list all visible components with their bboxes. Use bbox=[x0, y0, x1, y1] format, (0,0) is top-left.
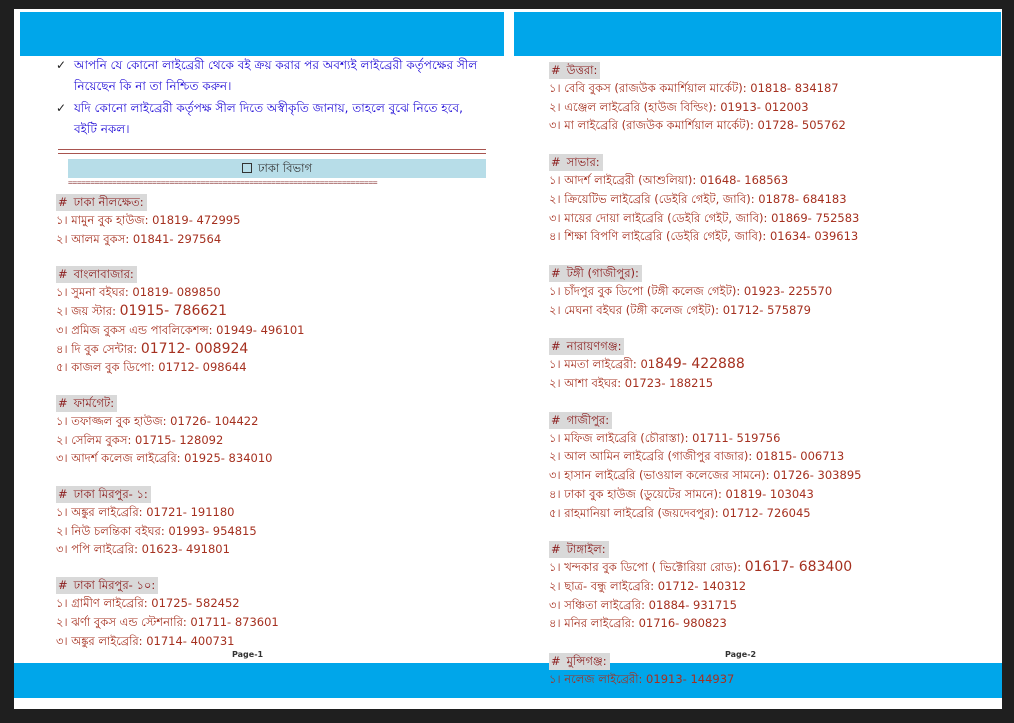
shop-entry bbox=[56, 302, 486, 321]
area-heading bbox=[549, 62, 600, 79]
shop-group bbox=[549, 538, 989, 633]
area-heading bbox=[549, 653, 610, 670]
shop-entry: ৪। শিক্ষা বিপণি লাইব্রেরি (ডেইরি গেইট, জাবি): 01634- 039613 bbox=[549, 229, 859, 244]
shop-entry: ২। আশা বইঘর: 01723- 188215 bbox=[549, 376, 714, 391]
area-title: ফার্মগেট: bbox=[73, 395, 115, 410]
shop-group bbox=[549, 409, 989, 523]
shop-entry: ১। মফিজ লাইব্রেরি (চৌরাস্তা): 01711- 519756 bbox=[549, 430, 781, 445]
shop-group bbox=[549, 335, 989, 392]
header-band-right bbox=[514, 12, 1001, 56]
shop-group bbox=[56, 191, 486, 248]
page-1-column bbox=[56, 55, 486, 650]
shop-entry: ১। তফাজ্জল বুক হাউজ: 01726- 104422 bbox=[56, 413, 259, 428]
shop-entry: ৫। কাজল বুক ডিপো: 01712- 098644 bbox=[56, 360, 247, 375]
area-title: সাভার: bbox=[566, 155, 600, 170]
area-title: বাংলাবাজার: bbox=[73, 267, 134, 282]
shop-entry: ২। সেলিম বুকস: 01715- 128092 bbox=[56, 432, 224, 447]
hash-icon: # bbox=[58, 395, 68, 410]
shop-entry: ১। মামুন বুক হাউজ: 01819- 472995 bbox=[56, 213, 241, 227]
hash-icon: # bbox=[551, 155, 561, 170]
shop-entry: ২। ঝর্ণা বুকস এন্ড স্টেশনারি: 01711- 873601 bbox=[56, 614, 279, 629]
shop-phone-large: 849- 422888 bbox=[655, 356, 745, 373]
shop-name: ২। জয় স্টার: bbox=[56, 304, 120, 319]
area-title: টাঙ্গাইল: bbox=[566, 542, 606, 557]
shop-group bbox=[549, 650, 989, 689]
shop-entry: ৩। সঞ্চিতা লাইব্রেরি: 01884- 931715 bbox=[549, 597, 737, 612]
shop-entry: ৩। হাসান লাইব্রেরি (ভাওয়াল কলেজের সামনে): 01726- 303895 bbox=[549, 468, 862, 483]
page-gutter bbox=[504, 9, 514, 57]
area-title: নারায়ণগঞ্জ: bbox=[566, 339, 622, 354]
shop-entry: ২। নিউ চলন্তিকা বইঘর: 01993- 954815 bbox=[56, 523, 257, 538]
area-title: ঢাকা মিরপুর- ১: bbox=[73, 487, 148, 502]
hash-icon: # bbox=[551, 265, 561, 280]
shop-entry: ২। আল আমিন লাইব্রেরি (গাজীপুর বাজার): 01815- 006713 bbox=[549, 449, 845, 464]
shop-entry: ১। গ্রামীণ লাইব্রেরি: 01725- 582452 bbox=[56, 596, 240, 611]
area-heading bbox=[549, 541, 609, 558]
shop-group bbox=[549, 151, 989, 246]
area-title: ঢাকা মিরপুর- ১০: bbox=[73, 578, 156, 593]
shop-entry: ১। সুমনা বইঘর: 01819- 089850 bbox=[56, 285, 221, 300]
shop-entry: ১। আদর্শ লাইব্রেরী (আশুলিয়া): 01648- 168563 bbox=[549, 173, 789, 188]
shop-entry: ২। ছাত্র- বন্ধু লাইব্রেরি: 01712- 140312 bbox=[549, 578, 747, 593]
area-title: ঢাকা নীলক্ষেত: bbox=[73, 195, 144, 209]
shop-entry: ৩। মায়ের দোয়া লাইব্রেরি (ডেইরি গেইট, জাবি): 01869- 752583 bbox=[549, 210, 860, 225]
notice-1 bbox=[56, 55, 486, 97]
hash-icon: # bbox=[551, 542, 561, 557]
area-title: মুন্সিগঞ্জ: bbox=[566, 654, 607, 669]
shop-group bbox=[549, 59, 989, 135]
shop-entry: ১। নলেজ লাইব্রেরী: 01913- 144937 bbox=[549, 672, 735, 687]
shop-entry: ২। এঞ্জেল লাইব্রেরি (হাউজ বিল্ডিং): 01913- 012003 bbox=[549, 99, 809, 114]
area-heading bbox=[56, 266, 137, 283]
hash-icon: # bbox=[551, 412, 561, 427]
division-title: ঢাকা বিভাগ bbox=[257, 161, 312, 175]
notice-1-text: আপনি যে কোনো লাইব্রেরী থেকে বই ক্রয় করার পর অবশ্যই লাইব্রেরী কর্তৃপক্ষের সীল নিয়েছেন কি না তা নিশ্চিত করুন। bbox=[74, 58, 478, 93]
shop-entry bbox=[549, 558, 989, 577]
equals-separator: ====================================================================== bbox=[68, 178, 378, 187]
hash-icon: # bbox=[58, 578, 68, 593]
area-heading bbox=[56, 486, 151, 503]
shop-entry bbox=[56, 340, 486, 359]
area-heading bbox=[549, 338, 624, 355]
shop-entry bbox=[549, 355, 989, 374]
shop-entry: ৪। ঢাকা বুক হাউজ (ডুয়েটের সামনে): 01819- 103043 bbox=[549, 486, 814, 501]
shop-entry: ৩। প্রমিজ বুকস এন্ড পাবলিকেশন্স: 01949- 496101 bbox=[56, 322, 305, 337]
shop-entry: ৩। আদর্শ কলেজ লাইব্রেরি: 01925- 834010 bbox=[56, 451, 273, 466]
division-heading bbox=[68, 159, 486, 178]
area-title: গাজীপুর: bbox=[566, 412, 610, 427]
shop-name: ১। মমতা লাইব্রেরী: 01 bbox=[549, 357, 656, 372]
right-shop-list bbox=[549, 59, 989, 689]
square-bullet-icon bbox=[242, 163, 252, 173]
hash-icon: # bbox=[58, 195, 68, 209]
page-2-label: Page-2 bbox=[725, 650, 757, 659]
area-heading bbox=[56, 194, 147, 211]
notice-2-text: যদি কোনো লাইব্রেরী কর্তৃপক্ষ সীল দিতে অস্বীকৃতি জানায়, তাহলে বুঝে নিতে হবে, বইটি নকল। bbox=[74, 101, 463, 136]
shop-name: ৪। দি বুক সেন্টার: bbox=[56, 341, 141, 356]
area-heading bbox=[56, 395, 117, 412]
double-rule bbox=[58, 149, 486, 154]
shop-phone-large: 01617- 683400 bbox=[744, 559, 853, 576]
area-heading bbox=[549, 265, 642, 282]
shop-phone-large: 01915- 786621 bbox=[119, 303, 228, 320]
page-1-label: Page-1 bbox=[232, 650, 264, 659]
hash-icon: # bbox=[551, 339, 561, 354]
shop-entry: ৩। পপি লাইব্রেরি: 01623- 491801 bbox=[56, 542, 230, 557]
shop-entry: ২। মেঘনা বইঘর (টঙ্গী কলেজ গেইট): 01712- 575879 bbox=[549, 302, 811, 317]
page-2-column bbox=[549, 55, 989, 689]
shop-entry: ৩। অঙ্কুর লাইব্রেরি: 01714- 400731 bbox=[56, 633, 235, 648]
shop-entry: ২। আলম বুকস: 01841- 297564 bbox=[56, 231, 222, 246]
shop-entry: ২। ক্রিয়েটিভ লাইব্রেরি (ডেইরি গেইট, জাবি): 01878- 684183 bbox=[549, 191, 847, 206]
hash-icon: # bbox=[551, 63, 561, 77]
shop-group bbox=[56, 574, 486, 650]
area-heading bbox=[549, 154, 603, 171]
shop-phone-large: 01712- 008924 bbox=[140, 340, 249, 357]
shop-name: ১। খন্দকার বুক ডিপো ( ভিক্টোরিয়া রোড): bbox=[549, 560, 745, 575]
brochure-sheet bbox=[14, 9, 1002, 709]
hash-icon: # bbox=[58, 267, 68, 282]
area-title: টঙ্গী (গাজীপুর): bbox=[566, 265, 639, 280]
notice-2 bbox=[56, 98, 486, 140]
shop-entry: ৩। মা লাইব্রেরি (রাজউক কমার্শিয়াল মার্কেট): 01728- 505762 bbox=[549, 118, 846, 133]
left-shop-list bbox=[56, 191, 486, 650]
shop-entry: ১। অঙ্কুর লাইব্রেরি: 01721- 191180 bbox=[56, 505, 235, 520]
shop-entry: ৫। রাহমানিয়া লাইব্রেরি (জয়দেবপুর): 01712- 726045 bbox=[549, 505, 811, 520]
shop-entry: ৪। মনির লাইব্রেরি: 01716- 980823 bbox=[549, 616, 727, 631]
shop-group bbox=[56, 392, 486, 468]
hash-icon: # bbox=[58, 487, 68, 502]
header-band-left bbox=[20, 12, 504, 56]
area-heading bbox=[56, 577, 158, 594]
check-icon: ✓ bbox=[56, 58, 67, 72]
shop-group bbox=[549, 262, 989, 319]
area-heading bbox=[549, 412, 612, 429]
shop-group bbox=[56, 483, 486, 559]
hash-icon: # bbox=[551, 654, 561, 669]
shop-entry: ১। বেবি বুকস (রাজউক কমার্শিয়াল মার্কেট): 01818- 834187 bbox=[549, 81, 839, 95]
area-title: উত্তরা: bbox=[566, 63, 598, 77]
check-icon: ✓ bbox=[56, 101, 67, 115]
shop-entry: ১। চাঁদপুর বুক ডিপো (টঙ্গী কলেজ গেইট): 01923- 225570 bbox=[549, 283, 833, 298]
shop-group bbox=[56, 263, 486, 377]
